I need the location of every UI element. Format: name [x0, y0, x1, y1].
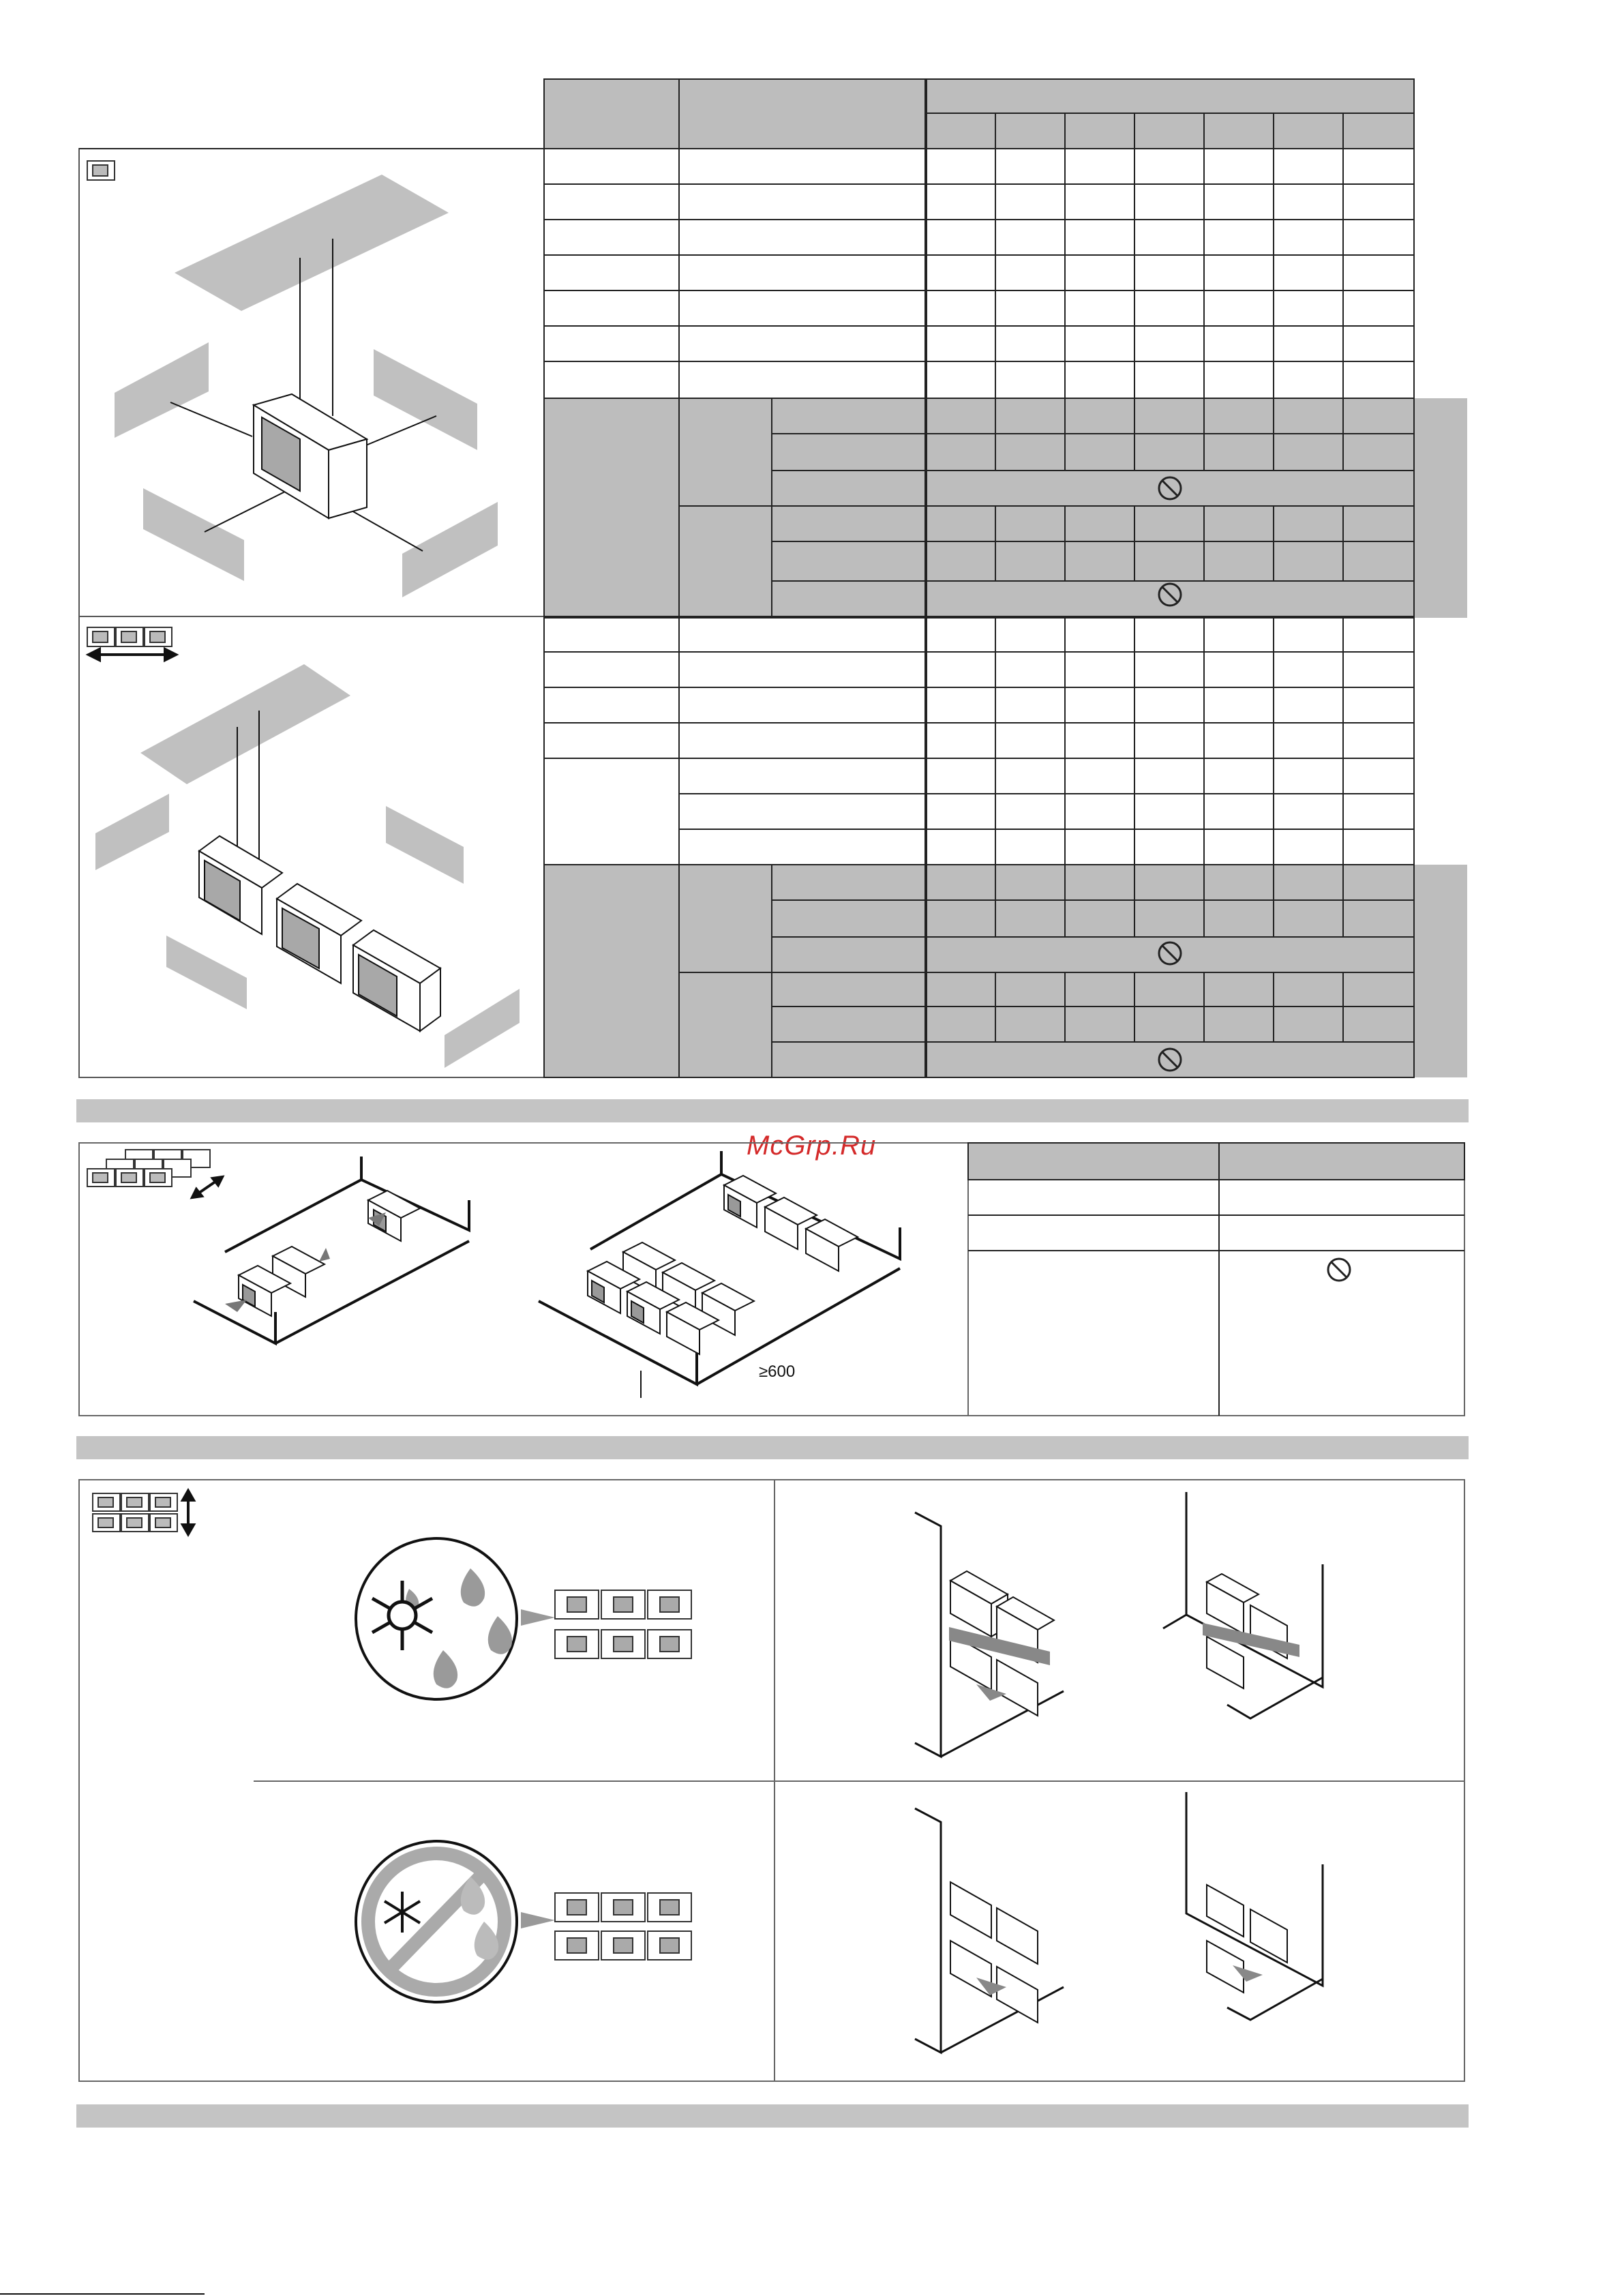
diagram-multi-row-right [539, 1151, 900, 1398]
diagram-row-units [95, 664, 520, 1068]
prohibited-icon [1328, 1259, 1350, 1281]
no-snow-icon [356, 1841, 517, 2002]
multi-row-units-icon [87, 1150, 210, 1187]
unit-grid-prohibited [555, 1893, 691, 1960]
arrow-right [521, 1912, 555, 1928]
stacked-diagram-2 [1163, 1492, 1323, 1718]
stacked-diagram-4 [1186, 1792, 1323, 2020]
row-units-icon [87, 627, 172, 646]
unit-grid-allowed [555, 1590, 691, 1658]
section-2-table [968, 1143, 1464, 1416]
section-3-frame [79, 1480, 1464, 2081]
vertical-arrow-icon [183, 1491, 194, 1534]
double-arrow-icon [89, 649, 176, 660]
min-distance-label: ≥600 [759, 1362, 796, 1381]
stacked-diagram-3 [915, 1808, 1064, 2053]
diagonal-arrow-icon [192, 1177, 222, 1197]
stacked-diagram-1 [915, 1512, 1064, 1757]
diagram-single-unit [115, 175, 498, 597]
stacked-units-icon [93, 1493, 177, 1532]
single-unit-icon [87, 161, 115, 180]
diagram-multi-row-left [194, 1157, 469, 1343]
watermark: McGrp.Ru [747, 1131, 877, 1161]
arrow-right [521, 1609, 555, 1626]
